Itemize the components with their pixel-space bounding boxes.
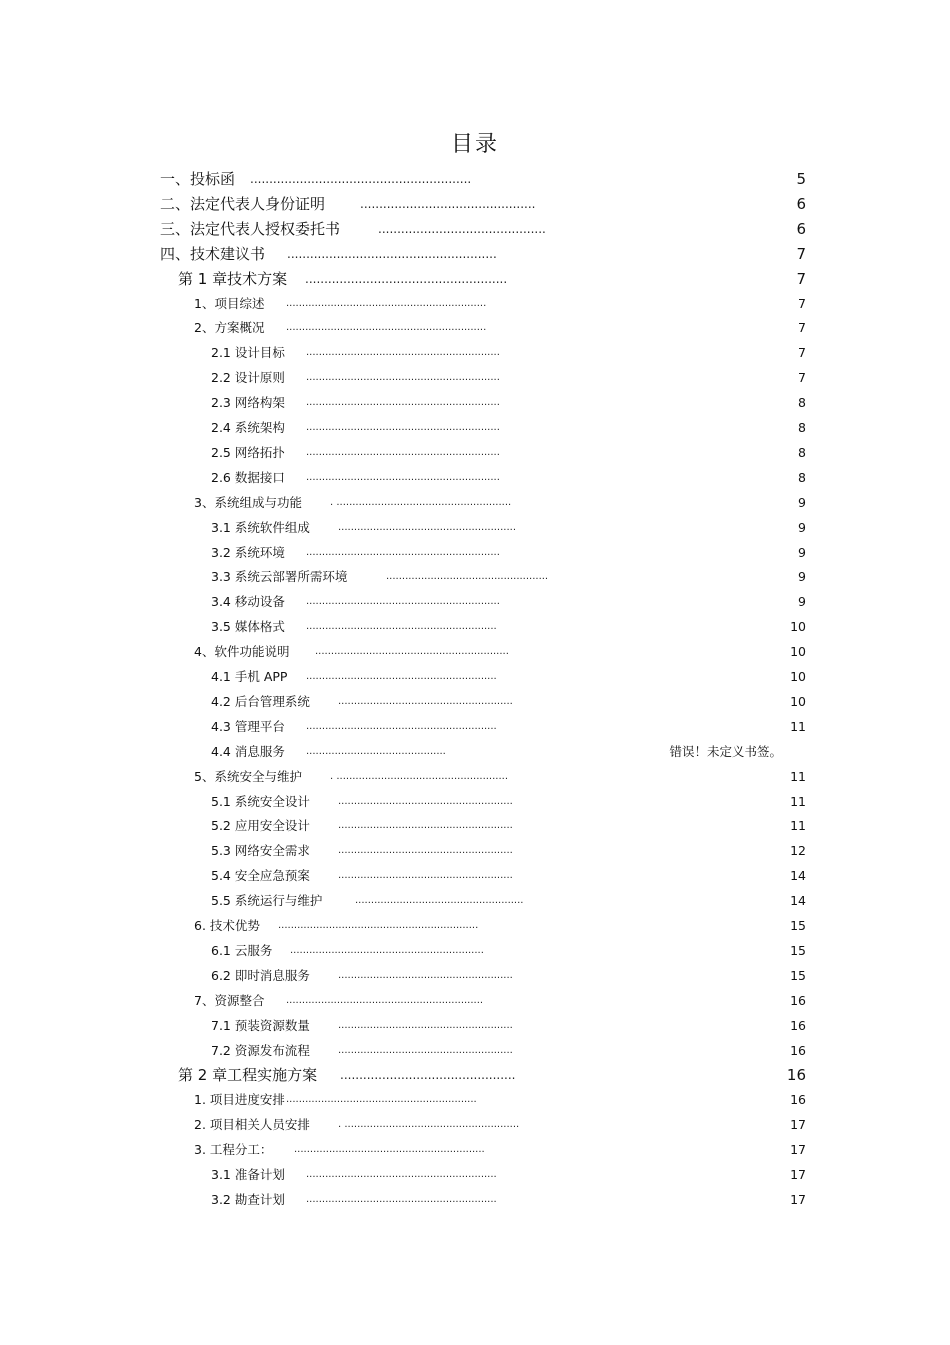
- toc-entry[interactable]: [0, 418, 950, 438]
- toc-entry-label: 5.2 应用安全设计: [211, 818, 310, 834]
- toc-page-number: 11: [790, 793, 806, 809]
- toc-entry-label: 4.1 手机 APP: [211, 669, 288, 684]
- toc-entry-label: 5、系统安全与维护: [194, 768, 302, 784]
- toc-dot-leader: .............................................................: [290, 944, 484, 956]
- toc-page-number: 15: [790, 967, 806, 983]
- toc-page-number: 16: [790, 1042, 806, 1058]
- toc-page-number: 6: [796, 219, 806, 238]
- toc-page-number: 8: [798, 444, 806, 460]
- toc-page-number: 17: [790, 1167, 806, 1182]
- toc-dot-leader: .............................................................: [306, 471, 500, 483]
- toc-entry-label: 3.2 勘查计划: [211, 1191, 285, 1207]
- toc-dot-leader: ............................................................: [306, 1169, 497, 1180]
- toc-dot-leader: ..............................................................: [286, 994, 484, 1006]
- toc-entry-label: 三、法定代表人授权委托书: [160, 219, 341, 238]
- toc-page-number: 10: [790, 669, 806, 684]
- toc-page-number: 9: [798, 519, 806, 535]
- toc-page-number: 8: [798, 469, 806, 485]
- toc-page-number: 错误！未定义书签。: [669, 743, 782, 759]
- toc-dot-leader: .......................................................: [338, 1044, 513, 1056]
- toc-entry-label: 5.5 系统运行与维护: [211, 893, 323, 909]
- toc-entry-label: 5.4 安全应急预案: [211, 868, 310, 884]
- toc-entry-label: 四、技术建议书: [160, 244, 266, 263]
- toc-dot-leader: ............................................................: [306, 720, 497, 732]
- toc-entry[interactable]: [0, 966, 950, 986]
- toc-dot-leader: ...............................................................: [278, 920, 479, 931]
- toc-page-number: 9: [798, 544, 806, 560]
- toc-entry-label: 2.5 网络拓扑: [211, 444, 285, 460]
- toc-page-number: 16: [786, 1066, 806, 1085]
- toc-page-number: 17: [790, 1142, 806, 1158]
- toc-entry[interactable]: [0, 468, 950, 488]
- toc-entry-label: 3.1 准备计划: [211, 1167, 285, 1182]
- toc-dot-leader: .......................................................: [338, 1019, 513, 1031]
- toc-dot-leader: .............................................................: [315, 646, 509, 658]
- toc-entry-label: 3.1 系统软件组成: [211, 519, 310, 535]
- toc-entry-label: 第 1 章技术方案: [178, 269, 288, 288]
- toc-entry-label: 2.6 数据接口: [211, 469, 285, 485]
- toc-page-number: 14: [790, 868, 806, 884]
- toc-entry[interactable]: [0, 692, 950, 712]
- toc-dot-leader: .............................................................: [306, 397, 500, 409]
- toc-page-number: 5: [796, 170, 806, 188]
- toc-entry-label: 2.2 设计原则: [211, 370, 285, 386]
- toc-entry[interactable]: [0, 1090, 950, 1110]
- toc-entry-label: 2.3 网络构架: [211, 395, 285, 411]
- toc-entry[interactable]: [0, 866, 950, 886]
- toc-entry-label: 4.4 消息服务: [211, 743, 285, 759]
- toc-entry[interactable]: [0, 269, 950, 289]
- toc-dot-leader: .............................................................: [306, 422, 500, 433]
- toc-entry-label: 5.1 系统安全设计: [211, 793, 310, 809]
- toc-page-number: 7: [798, 320, 806, 336]
- toc-entry-label: 6.2 即时消息服务: [211, 967, 310, 983]
- toc-page-number: 9: [798, 494, 806, 510]
- toc-entry[interactable]: [0, 1190, 950, 1210]
- toc-dot-leader: ............................................................: [294, 1144, 485, 1156]
- toc-page-number: 16: [790, 1092, 806, 1108]
- toc-entry-label: 7、资源整合: [194, 992, 265, 1008]
- toc-dot-leader: .......................................................: [338, 795, 513, 807]
- toc-dot-leader: ..............................................: [360, 196, 536, 211]
- toc-dot-leader: ...............................................................: [286, 322, 487, 334]
- toc-entry-label: 4、软件功能说明: [194, 644, 290, 660]
- toc-page-number: 10: [790, 693, 806, 709]
- toc-entry[interactable]: [0, 767, 950, 787]
- toc-dot-leader: ............................................................: [306, 671, 497, 682]
- toc-page-number: 16: [790, 1017, 806, 1033]
- toc-dot-leader: .......................................................: [338, 820, 513, 832]
- toc-entry[interactable]: [0, 617, 950, 637]
- toc-entry-label: 4.2 后台管理系统: [211, 693, 310, 709]
- toc-entry[interactable]: [0, 916, 950, 936]
- toc-dot-leader: .....................................................: [355, 895, 524, 907]
- toc-entry-label: 6.1 云服务: [211, 942, 273, 958]
- toc-entry[interactable]: [0, 518, 950, 538]
- toc-page-number: 12: [790, 843, 806, 859]
- toc-dot-leader: ............................................: [378, 221, 546, 236]
- toc-entry[interactable]: [0, 891, 950, 911]
- toc-page-number: 11: [790, 718, 806, 734]
- toc-dot-leader: ............................................................: [306, 621, 497, 633]
- toc-dot-leader: .............................................................: [306, 546, 500, 558]
- toc-entry[interactable]: [0, 841, 950, 861]
- toc-entry-label: 1. 项目进度安排: [194, 1092, 285, 1108]
- toc-entry[interactable]: [0, 742, 950, 762]
- toc-entry-label: 2、方案概况: [194, 320, 265, 336]
- toc-dot-leader: ..........................................................: [250, 172, 472, 186]
- toc-dot-leader: ..............................................: [340, 1068, 516, 1083]
- toc-page-number: 7: [798, 345, 806, 361]
- toc-entry[interactable]: [0, 816, 950, 836]
- toc-entry[interactable]: [0, 1140, 950, 1160]
- toc-entry-label: 7.2 资源发布流程: [211, 1042, 310, 1058]
- toc-entry-label: 第 2 章工程实施方案: [178, 1066, 318, 1085]
- toc-page-number: 16: [790, 992, 806, 1008]
- toc-dot-leader: . ......................................................: [330, 770, 509, 782]
- toc-dot-leader: .............................................................: [306, 596, 500, 608]
- toc-page-number: 15: [790, 942, 806, 958]
- toc-entry[interactable]: [0, 667, 950, 687]
- toc-entry[interactable]: [0, 294, 950, 314]
- toc-page-number: 17: [790, 1117, 806, 1133]
- toc-entry[interactable]: [0, 194, 950, 214]
- toc-entry-label: 2.1 设计目标: [211, 345, 285, 361]
- toc-dot-leader: ............................................: [306, 745, 446, 757]
- toc-page-number: 9: [798, 594, 806, 610]
- toc-entry-label: 3.4 移动设备: [211, 594, 285, 610]
- toc-entry[interactable]: [0, 443, 950, 463]
- toc-dot-leader: ............................................................: [286, 1094, 477, 1106]
- toc-entry[interactable]: [0, 941, 950, 961]
- toc-entry-label: 3. 工程分工：: [194, 1142, 273, 1158]
- toc-page-number: 8: [798, 420, 806, 435]
- toc-entry[interactable]: [0, 393, 950, 413]
- toc-entry[interactable]: [0, 717, 950, 737]
- toc-entry[interactable]: [0, 1065, 950, 1085]
- toc-dot-leader: ........................................................: [338, 521, 517, 533]
- toc-entry[interactable]: [0, 991, 950, 1011]
- toc-dot-leader: .......................................................: [338, 870, 513, 882]
- toc-page-number: 17: [790, 1191, 806, 1207]
- toc-entry[interactable]: [0, 792, 950, 812]
- toc-page-number: 7: [798, 295, 806, 311]
- toc-dot-leader: .............................................................: [306, 347, 500, 359]
- toc-entry-label: 2. 项目相关人员安排: [194, 1117, 310, 1133]
- toc-dot-leader: .....................................................: [305, 271, 508, 286]
- toc-page-number: 11: [790, 818, 806, 834]
- toc-page-number: 8: [798, 395, 806, 411]
- toc-entry[interactable]: [0, 1041, 950, 1061]
- toc-entry[interactable]: [0, 343, 950, 363]
- toc-entry-label: 3.2 系统环境: [211, 544, 285, 560]
- toc-dot-leader: ............................................................: [306, 1193, 497, 1205]
- toc-entry-label: 3.5 媒体格式: [211, 619, 285, 635]
- toc-entry-label: 二、法定代表人身份证明: [160, 194, 326, 213]
- toc-entry[interactable]: [0, 543, 950, 563]
- toc-entry-label: 2.4 系统架构: [211, 420, 285, 435]
- toc-entry[interactable]: [0, 368, 950, 388]
- toc-page-number: 10: [790, 644, 806, 660]
- toc-page-number: 14: [790, 893, 806, 909]
- toc-dot-leader: . .......................................................: [338, 1119, 520, 1131]
- toc-entry[interactable]: [0, 169, 950, 189]
- toc-entry-label: 1、项目综述: [194, 295, 265, 311]
- toc-entry[interactable]: [0, 219, 950, 239]
- toc-dot-leader: .......................................................: [338, 695, 513, 707]
- toc-page-number: 11: [790, 768, 806, 784]
- toc-entry-label: 6. 技术优势: [194, 918, 260, 933]
- toc-entry[interactable]: [0, 642, 950, 662]
- toc-entry[interactable]: [0, 592, 950, 612]
- toc-entry-label: 3、系统组成与功能: [194, 494, 302, 510]
- toc-entry[interactable]: [0, 1115, 950, 1135]
- toc-page-number: 15: [790, 918, 806, 933]
- toc-entry[interactable]: [0, 567, 950, 587]
- toc-page-number: 6: [796, 194, 806, 213]
- toc-entry-label: 4.3 管理平台: [211, 718, 285, 734]
- toc-entry-label: 一、投标函: [160, 170, 236, 188]
- toc-dot-leader: .......................................................: [338, 969, 513, 981]
- toc-entry-label: 7.1 预装资源数量: [211, 1017, 310, 1033]
- toc-page-number: 7: [798, 370, 806, 386]
- toc-page-number: 9: [798, 569, 806, 585]
- toc-dot-leader: .......................................................: [287, 246, 497, 261]
- toc-page-number: 10: [790, 619, 806, 635]
- toc-page-number: 7: [796, 244, 806, 263]
- toc-entry[interactable]: [0, 493, 950, 513]
- toc-entry-label: 3.3 系统云部署所需环境: [211, 569, 348, 585]
- toc-dot-leader: .............................................................: [306, 372, 500, 384]
- toc-dot-leader: ...............................................................: [286, 297, 487, 309]
- toc-entry[interactable]: [0, 1016, 950, 1036]
- toc-dot-leader: . .......................................................: [330, 496, 512, 508]
- toc-entry-label: 5.3 网络安全需求: [211, 843, 310, 859]
- toc-entry[interactable]: [0, 1165, 950, 1185]
- document-title: 目录: [450, 132, 499, 157]
- toc-page-number: 7: [796, 269, 806, 288]
- toc-dot-leader: ...................................................: [386, 571, 549, 583]
- toc-entry[interactable]: [0, 244, 950, 264]
- toc-dot-leader: .............................................................: [306, 446, 500, 458]
- toc-dot-leader: .......................................................: [338, 845, 513, 857]
- toc-entry[interactable]: [0, 318, 950, 338]
